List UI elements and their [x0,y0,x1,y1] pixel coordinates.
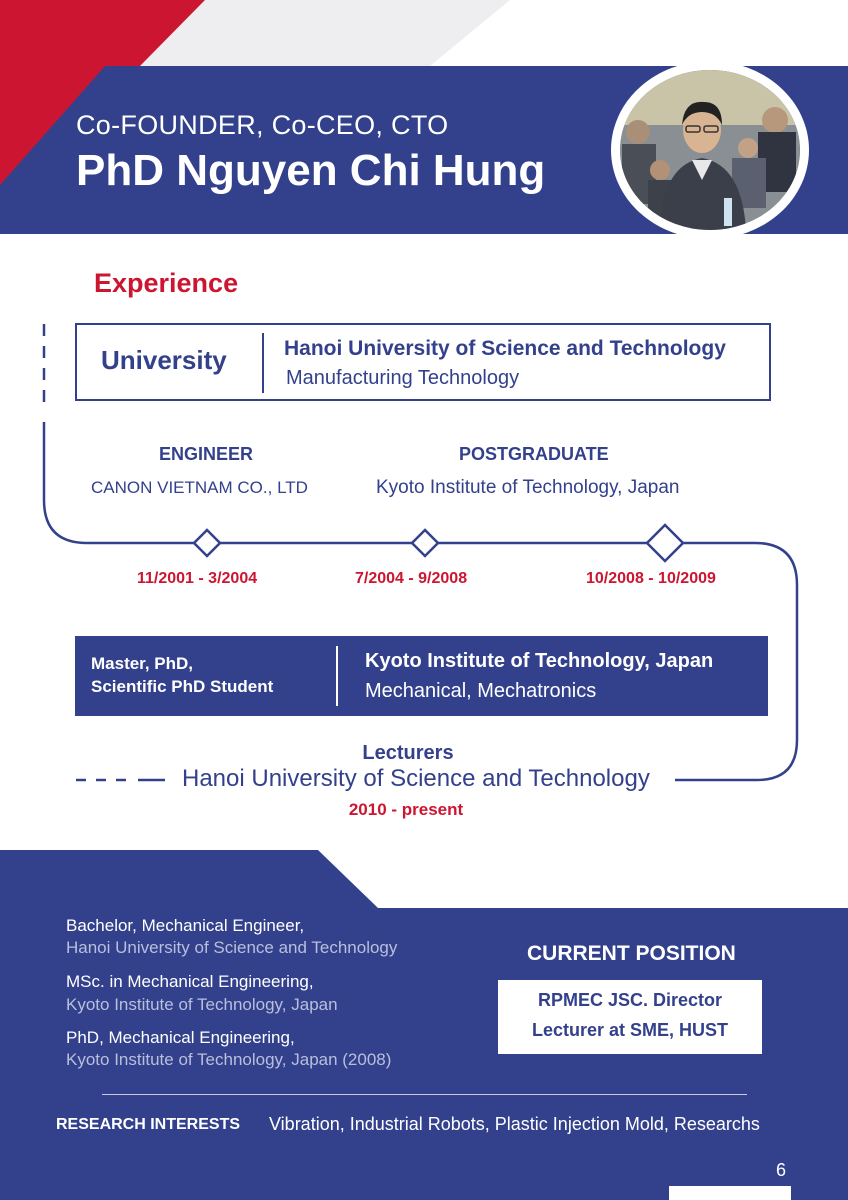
person-name: PhD Nguyen Chi Hung [76,146,546,195]
current-position-heading: CURRENT POSITION [527,942,736,965]
university-label: University [101,345,227,375]
milestone-org-1: CANON VIETNAM CO., LTD [91,478,308,497]
research-interests-label: RESEARCH INTERESTS [56,1116,241,1133]
milestone-marker-2 [412,530,438,556]
milestone-date-1: 11/2001 - 3/2004 [137,570,258,587]
profile-photo [620,70,800,230]
graduate-label-line1: Master, PhD, [91,654,194,673]
milestone-role-2: POSTGRADUATE [459,444,609,464]
milestone-date-3: 10/2008 - 10/2009 [586,570,716,587]
graduate-label-line2: Scientific PhD Student [91,677,274,696]
graduate-label [91,652,273,698]
graduate-divider [336,646,338,706]
graduate-institution: Kyoto Institute of Technology, Japan [365,650,714,672]
milestone-role-1: ENGINEER [159,444,254,464]
university-institution: Hanoi University of Science and Technology [284,337,726,360]
profile-photo-frame [611,61,809,239]
education-institution-2: Kyoto Institute of Technology, Japan [66,995,338,1014]
education-degree-3: PhD, Mechanical Engineering, [66,1028,295,1047]
university-field: Manufacturing Technology [286,367,520,389]
page-tab [669,1186,791,1200]
education-degree-2: MSc. in Mechanical Engineering, [66,972,314,991]
lecturer-institution: Hanoi University of Science and Technology [178,765,654,793]
milestone-date-2: 7/2004 - 9/2008 [355,570,468,587]
job-title: Co-FOUNDER, Co-CEO, CTO [76,110,449,140]
experience-heading: Experience [94,268,239,298]
university-divider [262,333,264,393]
lecturer-date: 2010 - present [348,800,464,819]
current-position-line-2: Lecturer at SME, HUST [531,1020,729,1040]
header-gray-stripe [140,0,510,66]
milestone-marker-1 [194,530,220,556]
milestone-marker-3 [647,525,683,561]
university-card [75,323,771,401]
graduate-field: Mechanical, Mechatronics [365,680,597,702]
current-position-card [498,980,762,1054]
education-degree-1: Bachelor, Mechanical Engineer, [66,916,305,935]
education-institution-1: Hanoi University of Science and Technology [66,938,398,957]
lecturer-role: Lecturers [362,742,454,764]
page-number: 6 [776,1160,787,1180]
graduate-card [75,636,768,716]
research-interests-text: Vibration, Industrial Robots, Plastic Injection Mold, Researchs [269,1114,760,1134]
education-institution-3: Kyoto Institute of Technology, Japan (2008) [66,1050,392,1069]
milestone-org-2: Kyoto Institute of Technology, Japan [376,477,680,498]
footer-divider [102,1094,747,1095]
current-position-line-1: RPMEC JSC. Director [537,990,723,1010]
